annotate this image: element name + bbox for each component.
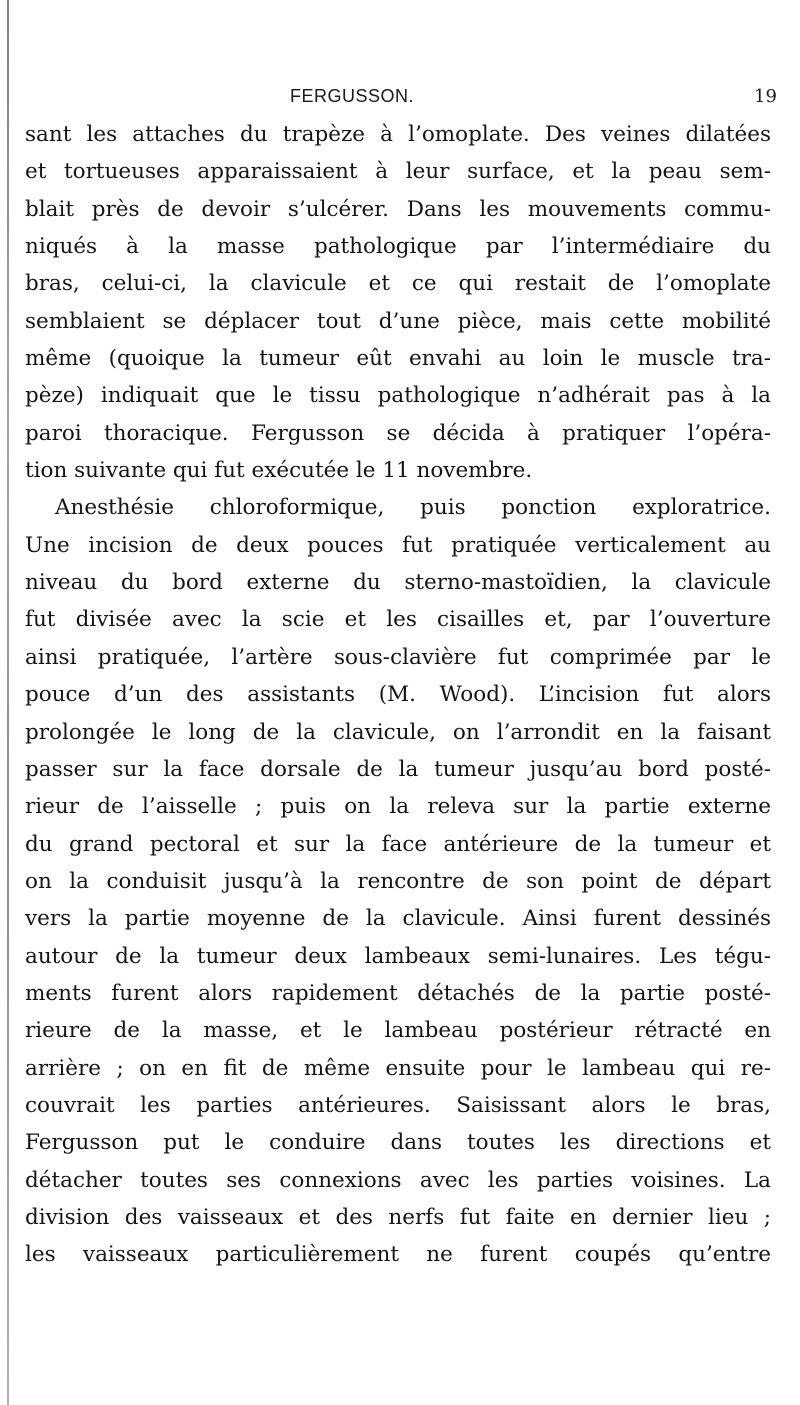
text-line: on la conduisit jusqu’à la rencontre de son point de départ <box>25 868 771 894</box>
text-line: prolongée le long de la clavicule, on l’arrondit en la faisant <box>25 719 771 745</box>
text-line: ments furent alors rapidement détachés de la partie posté- <box>25 980 771 1006</box>
text-line: vers la partie moyenne de la clavicule. Ainsi furent dessinés <box>25 906 771 932</box>
text-line: ainsi pratiquée, l’artère sous-clavière fut comprimée par le <box>25 644 771 670</box>
paragraph-first-line: Anesthésie chloroformique, puis ponction exploratrice. <box>55 495 771 521</box>
binding-edge <box>7 0 9 1405</box>
body-text <box>25 116 771 1274</box>
text-line: pouce d’un des assistants (M. Wood). L’incision fut alors <box>25 682 771 708</box>
page-number: 19 <box>754 86 777 107</box>
text-line: les vaisseaux particulièrement ne furent coupés qu’entre <box>25 1242 771 1268</box>
text-line: passer sur la face dorsale de la tumeur jusqu’au bord posté- <box>25 756 771 782</box>
running-title: FERGUSSON. <box>290 86 415 106</box>
text-line: couvrait les parties antérieures. Saisissant alors le bras, <box>25 1092 771 1118</box>
text-line: rieure de la masse, et le lambeau postérieur rétracté en <box>25 1018 771 1044</box>
text-line: niqués à la masse pathologique par l’intermédiaire du <box>25 234 771 260</box>
text-line: fut divisée avec la scie et les cisailles et, par l’ouverture <box>25 607 771 633</box>
text-line: bras, celui-ci, la clavicule et ce qui restait de l’omoplate <box>25 271 771 297</box>
text-line: blait près de devoir s’ulcérer. Dans les mouvements commu- <box>25 196 771 222</box>
text-line: autour de la tumeur deux lambeaux semi-lunaires. Les tégu- <box>25 943 771 969</box>
running-head <box>0 86 800 110</box>
text-line: semblaient se déplacer tout d’une pièce, mais cette mobilité <box>25 308 771 334</box>
text-line: sant les attaches du trapèze à l’omoplate. Des veines dilatées <box>25 122 771 147</box>
text-line: détacher toutes ses connexions avec les parties voisines. La <box>25 1167 771 1193</box>
text-line: même (quoique la tumeur eût envahi au loin le muscle tra- <box>25 346 771 372</box>
text-line: arrière ; on en fit de même ensuite pour le lambeau qui re- <box>25 1055 771 1081</box>
text-line: tion suivante qui fut exécutée le 11 novembre. <box>25 458 533 484</box>
text-line: niveau du bord externe du sterno-mastoïdien, la clavicule <box>25 570 771 596</box>
text-line: et tortueuses apparaissaient à leur surface, et la peau sem- <box>25 159 771 185</box>
text-line: division des vaisseaux et des nerfs fut faite en dernier lieu ; <box>25 1204 771 1230</box>
text-line: du grand pectoral et sur la face antérieure de la tumeur et <box>25 831 771 857</box>
text-line: pèze) indiquait que le tissu pathologique n’adhérait pas à la <box>25 383 771 409</box>
text-line: paroi thoracique. Fergusson se décida à pratiquer l’opéra- <box>25 420 771 446</box>
text-line: Fergusson put le conduire dans toutes les directions et <box>25 1130 771 1156</box>
text-line: rieur de l’aisselle ; puis on la releva sur la partie externe <box>25 794 771 820</box>
text-line: Une incision de deux pouces fut pratiquée verticalement au <box>25 532 771 558</box>
